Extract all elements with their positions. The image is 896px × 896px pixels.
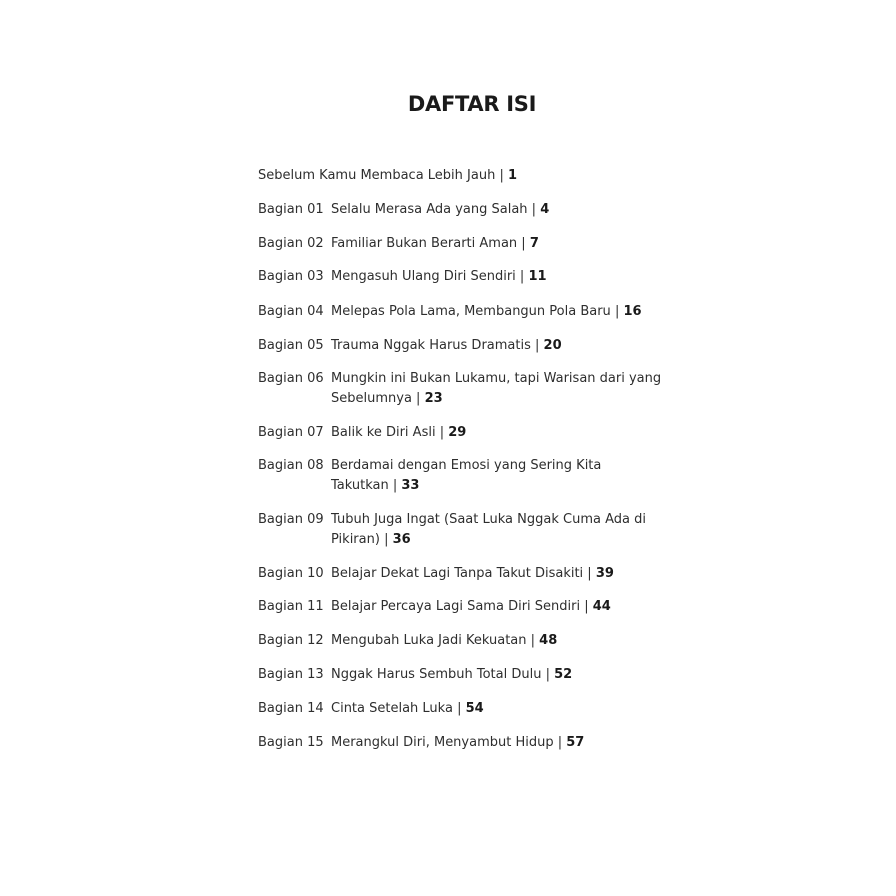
toc-page-number: 54 <box>465 701 484 716</box>
toc-page-number: 33 <box>401 478 420 493</box>
toc-page-number: 36 <box>392 532 411 547</box>
toc-entry-text <box>331 733 678 753</box>
toc-entry <box>258 336 678 356</box>
toc-separator: | <box>388 478 402 493</box>
toc-entry-text <box>331 302 678 322</box>
toc-entry-text <box>331 267 678 287</box>
toc-entry-text <box>331 564 678 584</box>
toc-entry-title: Belajar Dekat Lagi Tanpa Takut Disakiti <box>331 566 584 581</box>
toc-entry-text <box>331 336 678 356</box>
toc-separator: | <box>553 735 567 750</box>
toc-entry <box>258 234 678 254</box>
toc-page-number: 16 <box>623 304 642 319</box>
toc-part-label: Bagian 02 <box>258 236 324 251</box>
toc-separator: | <box>583 566 596 581</box>
toc-entry-text <box>331 510 678 550</box>
toc-part-label: Bagian 07 <box>258 425 324 440</box>
toc-page-number: 52 <box>554 667 573 682</box>
toc-entry-title: Mungkin ini Bukan Lukamu, tapi Warisan dari yang <box>331 371 662 386</box>
toc-entry <box>258 665 678 685</box>
toc-entry-text <box>331 597 678 617</box>
toc-entry-title: Familiar Bukan Berarti Aman <box>331 236 518 251</box>
toc-separator: | <box>580 599 593 614</box>
toc-entry-text <box>331 456 678 496</box>
toc-entry-title: Balik ke Diri Asli <box>331 425 436 440</box>
toc-part-label: Bagian 12 <box>258 633 324 648</box>
toc-entry <box>258 510 678 550</box>
toc-entry-title: Cinta Setelah Luka <box>331 701 453 716</box>
toc-entry <box>258 200 678 220</box>
toc-part-label: Bagian 06 <box>258 371 324 386</box>
toc-page-number: 7 <box>529 236 539 251</box>
toc-entry <box>258 369 678 409</box>
toc-separator: | <box>541 667 555 682</box>
toc-entry-text <box>331 699 678 719</box>
toc-entry-title: Trauma Nggak Harus Dramatis <box>331 338 531 353</box>
toc-separator: | <box>530 338 544 353</box>
toc-entry-text <box>331 200 678 220</box>
toc-entry <box>258 166 678 186</box>
toc-entry-title: Nggak Harus Sembuh Total Dulu <box>331 667 542 682</box>
page-title: DAFTAR ISI <box>407 92 537 116</box>
toc-separator: | <box>435 425 449 440</box>
toc-part-label: Bagian 03 <box>258 269 324 284</box>
toc-part-label: Bagian 05 <box>258 338 324 353</box>
toc-page-number: 48 <box>539 633 558 648</box>
toc-part-label: Bagian 09 <box>258 512 324 527</box>
toc-separator: | <box>495 168 508 183</box>
toc-separator: | <box>610 304 624 319</box>
toc-entry-title: Mengubah Luka Jadi Kekuatan <box>331 633 527 648</box>
toc-entry <box>258 597 678 617</box>
toc-page-number: 20 <box>543 338 562 353</box>
toc-separator: | <box>452 701 466 716</box>
toc-entry-title: Belajar Percaya Lagi Sama Diri Sendiri <box>331 599 581 614</box>
toc-separator: | <box>517 236 530 251</box>
toc-page-number: 1 <box>507 168 518 183</box>
toc-entry <box>258 456 678 496</box>
toc-part-label: Bagian 01 <box>258 202 324 217</box>
toc-entry-title: Melepas Pola Lama, Membangun Pola Baru <box>331 304 611 319</box>
toc-entry-text <box>331 369 678 409</box>
toc-entry <box>258 267 678 287</box>
toc-entry-text <box>331 423 678 443</box>
toc-entry-title: Selalu Merasa Ada yang Salah <box>331 202 528 217</box>
toc-page-number: 11 <box>528 269 547 284</box>
toc-entry-text <box>331 665 678 685</box>
toc-separator: | <box>527 202 541 217</box>
toc-page-number: 39 <box>595 566 614 581</box>
toc-part-label: Bagian 11 <box>258 599 324 614</box>
toc-separator: | <box>411 391 425 406</box>
toc-entry <box>258 302 678 322</box>
toc-entry-title: Merangkul Diri, Menyambut Hidup <box>331 735 554 750</box>
toc-entry-title: Sebelum Kamu Membaca Lebih Jauh <box>258 168 496 183</box>
toc-entry <box>258 699 678 719</box>
toc-part-label: Bagian 15 <box>258 735 324 750</box>
toc-entry-title: Tubuh Juga Ingat (Saat Luka Nggak Cuma Ada di <box>331 512 646 527</box>
toc-part-label: Bagian 14 <box>258 701 324 716</box>
toc-page-number: 23 <box>424 391 443 406</box>
toc-entry-title-continued: Takutkan <box>331 478 389 493</box>
toc-entry-title-continued: Pikiran) <box>331 532 380 547</box>
toc-entry <box>258 423 678 443</box>
toc-separator: | <box>526 633 540 648</box>
toc-page-number: 57 <box>566 735 585 750</box>
toc-entry-text <box>331 234 678 254</box>
toc-entry-text <box>331 631 678 651</box>
toc-entry-title-continued: Sebelumnya <box>331 391 412 406</box>
toc-entry-title: Mengasuh Ulang Diri Sendiri <box>331 269 516 284</box>
toc-part-label: Bagian 08 <box>258 458 324 473</box>
toc-entry <box>258 733 678 753</box>
toc-page-number: 4 <box>540 202 550 217</box>
toc-page-number: 44 <box>592 599 611 614</box>
toc-entry <box>258 564 678 584</box>
toc-entry-text <box>258 166 678 186</box>
toc-part-label: Bagian 10 <box>258 566 324 581</box>
toc-part-label: Bagian 04 <box>258 304 324 319</box>
toc-part-label: Bagian 13 <box>258 667 324 682</box>
toc-separator: | <box>515 269 529 284</box>
toc-entry <box>258 631 678 651</box>
toc-separator: | <box>379 532 393 547</box>
toc-entry-title: Berdamai dengan Emosi yang Sering Kita <box>331 458 602 473</box>
toc-page-number: 29 <box>448 425 467 440</box>
